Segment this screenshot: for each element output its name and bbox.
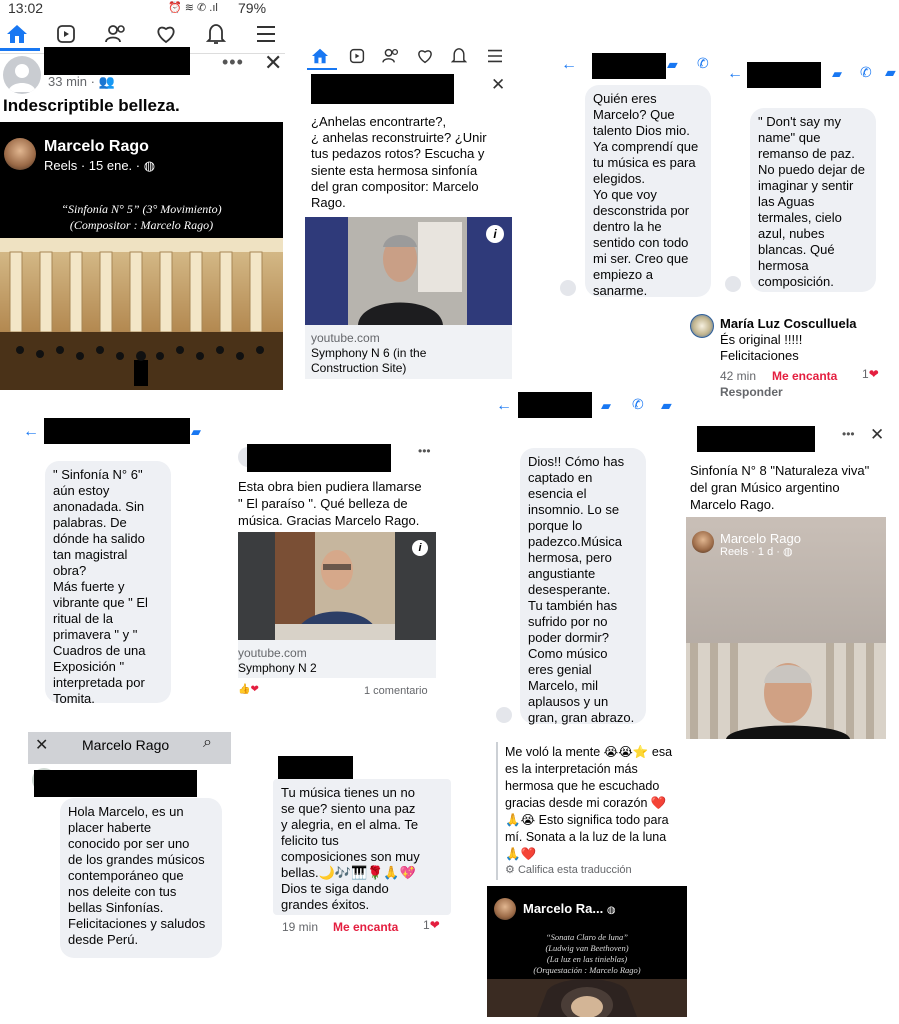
video-call-icon[interactable]: ▰	[667, 56, 678, 72]
reel-meta: Reels · 15 ene. · ◍	[44, 158, 156, 173]
search-icon[interactable]: ⌕	[203, 734, 212, 751]
close-icon[interactable]: ✕	[870, 425, 885, 444]
top-nav-2	[305, 42, 512, 72]
reel-meta-text: Reels · 1 d ·	[720, 546, 780, 558]
reel-author-text: Marcelo Ra...	[523, 901, 604, 916]
dating-heart-icon[interactable]	[416, 48, 434, 64]
friends-icon[interactable]	[104, 24, 128, 44]
post-time: 33 min · 👥	[48, 74, 115, 89]
close-icon[interactable]: ✕	[35, 737, 49, 754]
video-call-icon[interactable]: ▰	[832, 66, 842, 81]
quote-line	[496, 742, 498, 880]
reaction-count	[423, 918, 440, 932]
avatar[interactable]	[3, 56, 41, 94]
reel-line-1: “Sonata Claro de luna”	[545, 932, 629, 942]
video-icon[interactable]	[349, 48, 365, 64]
gear-icon: ⚙	[505, 864, 515, 876]
post-text: Sinfonía N° 8 "Naturaleza viva" del gran Músico argentino Marcelo Rago.	[690, 463, 870, 512]
comment-time: 42 min	[720, 369, 757, 383]
sender-avatar	[560, 280, 576, 296]
menu-icon[interactable]	[256, 25, 276, 43]
redacted-name	[697, 426, 815, 452]
info-icon[interactable]: ▰	[661, 397, 672, 413]
back-arrow-icon[interactable]: ←	[496, 397, 512, 414]
info-icon[interactable]: ▰	[885, 64, 896, 80]
reply-button[interactable]: Responder	[720, 385, 783, 399]
home-icon[interactable]	[6, 24, 28, 44]
comment-text: És original !!!!! Felicitaciones	[720, 332, 803, 363]
love-reaction-button[interactable]: Me encanta	[772, 369, 838, 383]
link-domain: youtube.com	[311, 331, 380, 345]
message-bubble: Hola Marcelo, es un placer haberte conocido por ser uno de los grandes músicos contemporáneo que nos deleite con tus bellas Sinfonías. Felicitaciones y saludos desde Perú.	[60, 798, 222, 958]
globe-icon: ◍	[606, 905, 616, 916]
post-text: ¿Anhelas encontrarte?, ¿ anhelas reconstruirte? ¿Unir tus pedazos rotos? Escucha y siente esta hermosa sinfonía del gran compositor: Marcelo Rago.	[311, 114, 487, 211]
reel-card[interactable]	[487, 886, 687, 1017]
message-bubble: " Don't say my name" que remanso de paz. No puedo dejar de imaginar y sentir las Aguas termales, cielo azul, nubes blancas. Qué hermosa composición.	[750, 108, 876, 292]
reel-avatar	[494, 898, 516, 920]
more-options-icon[interactable]: •••	[222, 52, 244, 72]
commenter-avatar[interactable]	[690, 314, 714, 338]
like-icon: 👍	[238, 684, 251, 695]
reel-author: Marcelo Rago	[720, 531, 801, 546]
status-time: 13:02	[8, 0, 44, 16]
video-call-icon[interactable]: ▰	[601, 398, 611, 413]
video-thumbnail	[348, 217, 467, 325]
home-tab-indicator	[0, 48, 40, 51]
video-thumbnail	[275, 532, 395, 640]
phone-icon[interactable]: ✆	[860, 64, 872, 80]
message-bubble: Quién eres Marcelo? Que talento Dios mio. Ya comprendí que tu música es para elegidos. Yo que voy desconstrida por dentro la he sentido con todo mi ser. Creo que empiezo a sanarme.	[585, 85, 711, 297]
menu-icon[interactable]	[487, 49, 503, 63]
reel-meta-text: Reels · 15 ene.	[44, 158, 133, 173]
message-bubble: Dios!! Cómo has captado en esencia el insomnio. Lo se porque lo padezco.Música hermosa, pero angustiante desesperante. Tu también has sufrido por no poder dormir? Como músico eres genial Marcelo, mil aplausos y un gran, gran abrazo.	[520, 448, 646, 724]
beethoven-portrait-image	[487, 979, 687, 1017]
link-preview[interactable]	[238, 532, 436, 678]
close-icon[interactable]: ✕	[491, 75, 506, 94]
avatar-placeholder-icon	[3, 56, 41, 94]
post-text: Esta obra bien pudiera llamarse " El paraíso ". Qué belleza de música. Gracias Marcelo Rago.	[238, 479, 422, 528]
more-options-icon[interactable]: •••	[842, 427, 855, 441]
link-title[interactable]: Symphony N 6 (in the Construction Site)	[311, 346, 427, 375]
info-icon[interactable]: i	[412, 540, 428, 556]
reel-card[interactable]	[0, 122, 283, 390]
reaction-count-value: 1	[862, 367, 869, 381]
reel-avatar	[692, 531, 714, 553]
friends-audience-icon: 👥	[98, 74, 115, 89]
thumbnail-sidebar-left	[305, 217, 348, 325]
love-reaction-button[interactable]: Me encanta	[333, 920, 399, 934]
comment-text: Me voló la mente 😭😭⭐ esa es la interpretación más hermosa que he escuchado gracias desde mi corazón ❤️ 🙏😭 Esto significa todo para mí. Sonata a la luz de la luna 🙏❤️	[505, 745, 673, 861]
link-title[interactable]: Symphony N 2	[238, 661, 317, 675]
redacted-name	[44, 47, 190, 75]
post-text: Indescriptible belleza.	[3, 96, 180, 115]
redacted-name	[247, 444, 391, 472]
post-time-text: 33 min	[48, 74, 88, 89]
reel-line-4: (Orquestación : Marcelo Rago)	[533, 965, 641, 975]
link-preview[interactable]	[305, 217, 512, 379]
message-bubble: " Sinfonía N° 6" aún estoy anonadada. Sin palabras. De dónde ha salido tan magistral obra? Más fuerte y vibrante que " El ritual de la primavera " y " Cuadros de una Exposición " interpretada por Tomita.	[45, 461, 171, 703]
video-call-icon[interactable]: ▰	[191, 424, 201, 439]
close-icon[interactable]: ✕	[264, 50, 283, 75]
phone-icon[interactable]: ✆	[632, 396, 644, 412]
comment-bubble: Tu música tienes un no se que? siento una paz y alegria, en el alma. Te felicito tus composiciones son muy bellas.🌙🎶🎹🌹🙏💖 Dios te siga dando grandes éxitos.	[273, 779, 451, 915]
friends-icon[interactable]	[381, 48, 401, 64]
sender-avatar	[496, 707, 512, 723]
heart-icon: ❤	[429, 918, 440, 932]
reel-line-3: (La luz en las tinieblas)	[546, 954, 628, 964]
reel-author: Marcelo Rago	[44, 138, 149, 155]
reel-meta	[720, 545, 793, 558]
reel-line-2: (Ludwig van Beethoven)	[545, 943, 629, 953]
redacted-name	[747, 62, 821, 88]
rate-translation-link[interactable]	[505, 863, 632, 876]
back-arrow-icon[interactable]: ←	[727, 65, 743, 82]
status-icons: ⏰ ≋ ✆ .ıl	[168, 2, 218, 14]
reaction-count	[862, 367, 879, 381]
reel-card[interactable]	[686, 517, 886, 739]
reel-portrait-image	[686, 643, 886, 739]
phone-icon[interactable]: ✆	[697, 55, 709, 71]
bell-icon[interactable]	[451, 47, 467, 65]
link-domain: youtube.com	[238, 646, 307, 660]
video-icon[interactable]	[56, 24, 76, 44]
battery-level: 79%	[238, 0, 267, 16]
reaction-icons	[238, 684, 259, 695]
reel-title-1: “Sinfonía N° 5” (3° Movimiento)	[61, 202, 222, 216]
reel-author	[523, 901, 616, 916]
globe-icon: ◍	[143, 158, 156, 173]
header-name: Marcelo Rago	[82, 737, 170, 753]
heart-icon: ❤	[250, 684, 259, 695]
back-arrow-icon[interactable]: ←	[23, 423, 39, 440]
redacted-name	[592, 53, 666, 79]
redacted-name	[44, 418, 190, 444]
sender-avatar	[725, 276, 741, 292]
reaction-count-value: 1	[423, 918, 430, 932]
comment-time: 19 min	[282, 920, 319, 934]
back-arrow-icon[interactable]: ←	[561, 56, 577, 73]
reel-avatar	[4, 138, 36, 170]
commenter-name[interactable]: María Luz Cosculluela	[720, 316, 857, 331]
reel-title-2: (Compositor : Marcelo Rago)	[69, 218, 214, 232]
globe-icon: ◍	[782, 546, 793, 558]
more-options-icon[interactable]: •••	[418, 444, 431, 458]
home-icon[interactable]	[311, 48, 329, 64]
concert-hall-image	[0, 238, 283, 390]
redacted-name	[518, 392, 592, 418]
home-tab-indicator	[307, 68, 337, 70]
dating-heart-icon[interactable]	[155, 24, 177, 44]
thumbnail-sidebar-left	[238, 532, 275, 640]
info-icon[interactable]: i	[486, 225, 504, 243]
rate-translation-text: Califica esta traducción	[517, 864, 632, 876]
comment-count[interactable]: 1 comentario	[364, 685, 428, 697]
heart-icon: ❤	[868, 367, 879, 381]
bell-icon[interactable]	[206, 23, 226, 45]
redacted-name	[311, 74, 454, 104]
redacted-name	[34, 770, 197, 797]
